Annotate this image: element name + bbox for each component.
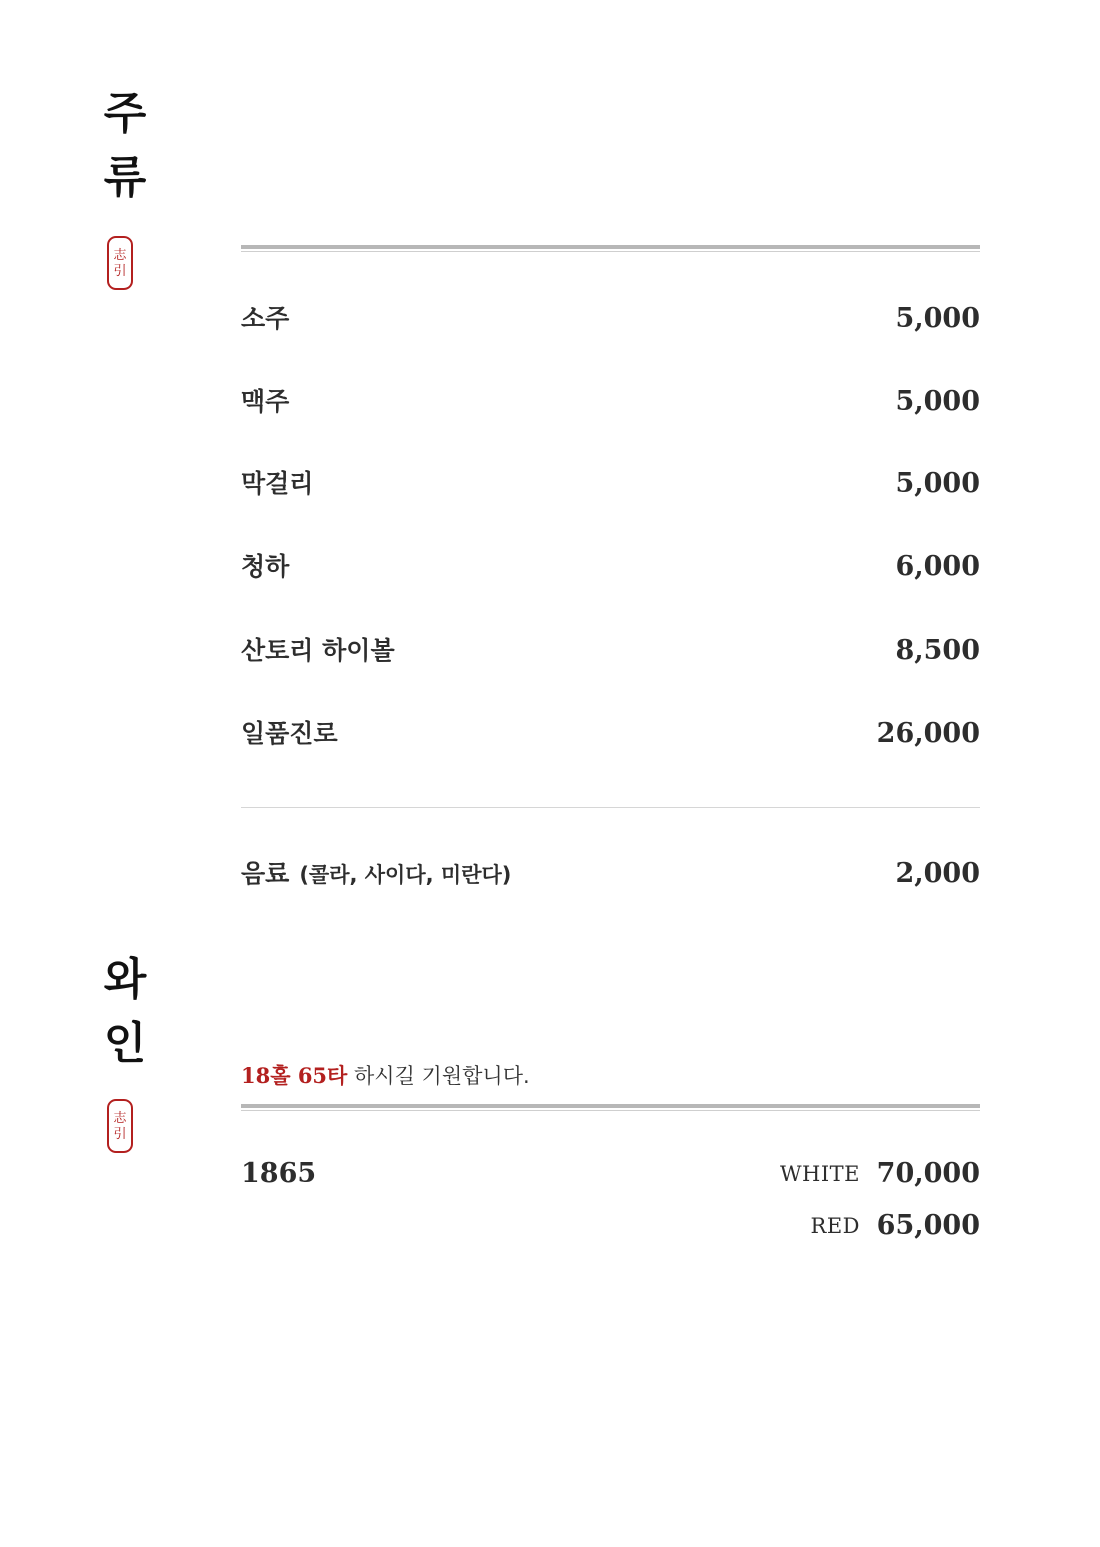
liquor-section-title xyxy=(100,88,150,220)
tagline-text: 하시길 기원합니다. xyxy=(347,1064,530,1088)
title-char: 주 xyxy=(103,88,147,139)
menu-item-price: 2,000 xyxy=(895,858,980,889)
wine-name: 1865 xyxy=(241,1158,317,1189)
menu-item-name: 산토리 하이볼 xyxy=(241,636,395,665)
title-char: 와 xyxy=(103,954,147,1005)
title-char: 인 xyxy=(103,1018,147,1069)
menu-item-price: 26,000 xyxy=(876,718,980,749)
title-char: 류 xyxy=(103,152,147,203)
menu-item-price: 5,000 xyxy=(895,468,980,499)
seal-char: 志 xyxy=(113,247,127,263)
menu-item-name: 청하 xyxy=(241,552,290,581)
menu-row xyxy=(241,714,980,754)
beverage-row xyxy=(241,854,980,894)
wine-variant-price: 70,000 xyxy=(876,1158,980,1189)
menu-row xyxy=(241,631,980,671)
menu-item-price: 8,500 xyxy=(895,635,980,666)
red-seal-stamp xyxy=(107,1099,133,1153)
section-divider xyxy=(241,807,980,808)
wine-variant-price: 65,000 xyxy=(876,1210,980,1241)
menu-item-name: 막걸리 xyxy=(241,469,314,498)
seal-char: 引 xyxy=(113,1126,127,1142)
wine-tagline xyxy=(241,1060,530,1092)
section-top-rule xyxy=(241,1104,980,1112)
wine-variant-type: WHITE xyxy=(779,1162,860,1186)
menu-item-price: 6,000 xyxy=(895,551,980,582)
menu-item-name: 맥주 xyxy=(241,387,290,416)
menu-row xyxy=(241,464,980,504)
seal-char: 引 xyxy=(113,263,127,279)
menu-row xyxy=(241,547,980,587)
section-top-rule xyxy=(241,245,980,253)
beverage-detail: (콜라, 사이다, 미란다) xyxy=(299,863,512,887)
menu-item-name: 소주 xyxy=(241,304,290,333)
seal-char: 志 xyxy=(113,1110,127,1126)
tagline-accent: 18홀 65타 xyxy=(241,1063,348,1088)
wine-section-title xyxy=(100,954,150,1086)
menu-item-name: 일품진로 xyxy=(241,719,338,748)
menu-row xyxy=(241,299,980,339)
menu-row xyxy=(241,382,980,422)
menu-item-name xyxy=(241,854,511,895)
menu-item-price: 5,000 xyxy=(895,303,980,334)
menu-item-price: 5,000 xyxy=(895,386,980,417)
beverage-name: 음료 xyxy=(241,859,290,888)
wine-variant-type: RED xyxy=(810,1214,860,1238)
red-seal-stamp xyxy=(107,236,133,290)
